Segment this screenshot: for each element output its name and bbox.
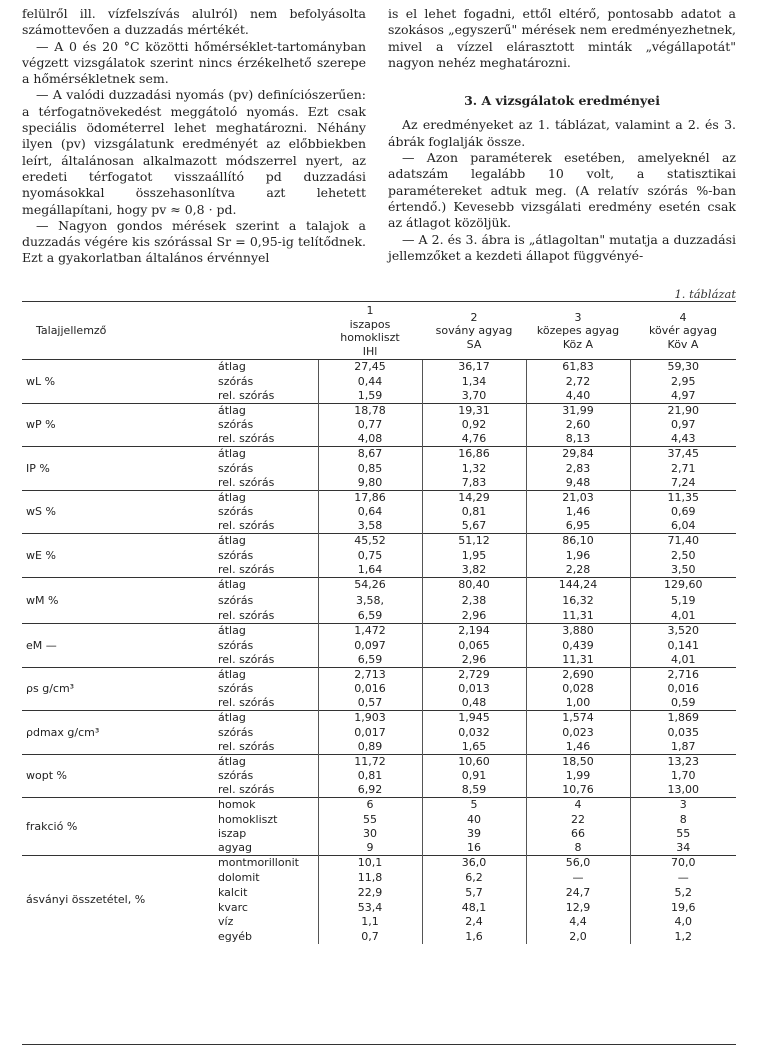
value-cell: 4,08	[318, 432, 422, 447]
left-text-column	[22, 6, 366, 267]
value-cell: 6	[318, 798, 422, 813]
value-cell: 4,0	[630, 915, 736, 930]
col-header-1: 1 iszapos homokliszt IHl	[318, 303, 422, 360]
table-caption: 1. táblázat	[674, 287, 736, 301]
value-cell: 1,99	[526, 769, 630, 784]
value-cell: 3,520	[630, 624, 736, 639]
stat-label: átlag	[218, 534, 318, 549]
value-cell: 4,40	[526, 389, 630, 404]
value-cell: 2,60	[526, 418, 630, 433]
value-cell: 1,472	[318, 624, 422, 639]
right-text-column	[388, 6, 736, 264]
group-label: IP %	[22, 447, 218, 491]
value-cell: 0,69	[630, 505, 736, 520]
value-cell: 1,574	[526, 711, 630, 726]
value-cell: 13,00	[630, 783, 736, 798]
value-cell: 9,48	[526, 476, 630, 491]
section-heading: 3. A vizsgálatok eredményei	[464, 93, 660, 109]
value-cell: 5	[422, 798, 526, 813]
col-header-2: 2 sovány agyag SA	[422, 303, 526, 360]
value-cell: 0,023	[526, 725, 630, 740]
value-cell: 2,716	[630, 667, 736, 682]
value-cell: 14,29	[422, 490, 526, 505]
stat-label: iszap	[218, 827, 247, 840]
value-cell: 1,46	[526, 505, 630, 520]
group-label: eM —	[22, 624, 218, 668]
value-cell: 4,01	[630, 653, 736, 668]
value-cell: 2,729	[422, 667, 526, 682]
table-row	[22, 403, 736, 418]
value-cell: 0,75	[318, 548, 422, 563]
value-cell: 4,43	[630, 432, 736, 447]
group-label: wS %	[22, 490, 218, 534]
value-cell: 2,713	[318, 667, 422, 682]
group-label: ρs g/cm³	[22, 667, 218, 711]
group-label: frakció %	[22, 798, 218, 856]
value-cell: 2,28	[526, 563, 630, 578]
stat-label: rel. szórás	[218, 696, 275, 710]
table-header-row	[22, 303, 736, 360]
value-cell: 1,87	[630, 740, 736, 755]
value-cell: 11,35	[630, 490, 736, 505]
value-cell: 0,016	[318, 682, 422, 697]
value-cell: 70,0	[630, 856, 736, 871]
value-cell: 2,96	[422, 653, 526, 668]
value-cell: 2,50	[630, 548, 736, 563]
stat-label: rel. szórás	[218, 652, 275, 666]
value-cell: 0,48	[422, 696, 526, 711]
stat-label: szórás	[218, 769, 254, 782]
value-cell: 2,95	[630, 374, 736, 389]
value-cell: 5,19	[630, 593, 736, 609]
value-cell: 5,67	[422, 519, 526, 534]
value-cell: 3	[630, 798, 736, 813]
value-cell: 2,194	[422, 624, 526, 639]
value-cell: 8	[526, 841, 630, 856]
stat-label: átlag	[218, 711, 318, 726]
group-label: ρdmax g/cm³	[22, 711, 218, 755]
value-cell: 40	[422, 812, 526, 827]
value-cell: 1,869	[630, 711, 736, 726]
value-cell: 13,23	[630, 754, 736, 769]
table-row	[22, 490, 736, 505]
stat-label: szórás	[218, 593, 254, 607]
stat-label: agyag	[218, 841, 252, 855]
value-cell: 0,013	[422, 682, 526, 697]
stat-label: szórás	[218, 725, 254, 739]
value-cell: 1,6	[422, 929, 526, 944]
value-cell: 39	[422, 827, 526, 842]
value-cell: 0,77	[318, 418, 422, 433]
stat-label: rel. szórás	[218, 608, 275, 622]
value-cell: 2,0	[526, 929, 630, 944]
value-cell: 4,4	[526, 915, 630, 930]
stat-label: átlag	[218, 360, 318, 375]
value-cell: 2,4	[422, 915, 526, 930]
value-cell: 59,30	[630, 360, 736, 375]
value-cell: 5,7	[422, 885, 526, 900]
value-cell: 11,31	[526, 653, 630, 668]
value-cell: 3,50	[630, 563, 736, 578]
value-cell: 1,95	[422, 548, 526, 563]
stat-label: rel. szórás	[218, 475, 275, 489]
stat-label: átlag	[218, 754, 318, 769]
stat-label: kalcit	[218, 885, 248, 899]
right-para-4: — A 2. és 3. ábra is „átlagoltan" mutatja a duzzadási jellemzőket a kezdeti állapot függvényé-	[388, 231, 736, 263]
stat-label: szórás	[218, 418, 254, 431]
table-row	[22, 624, 736, 639]
value-cell: 22,9	[318, 885, 422, 900]
value-cell: 10,60	[422, 754, 526, 769]
value-cell: 1,59	[318, 389, 422, 404]
table-row	[22, 577, 736, 593]
value-cell: 11,31	[526, 608, 630, 624]
value-cell: 1,1	[318, 915, 422, 930]
value-cell: 0,439	[526, 638, 630, 653]
left-para-2: — A 0 és 20 °C közötti hőmérséklet-tartományban végzett vizsgálatok szerint nincs érzékelhető szerepe a hőmérsékletnek sem.	[22, 38, 366, 87]
value-cell: 3,70	[422, 389, 526, 404]
table-row	[22, 754, 736, 769]
value-cell: 0,85	[318, 461, 422, 476]
value-cell: 51,12	[422, 534, 526, 549]
stat-label: rel. szórás	[218, 783, 275, 797]
value-cell: 0,81	[318, 769, 422, 784]
value-cell: 144,24	[526, 577, 630, 593]
stat-label: homok	[218, 798, 318, 813]
value-cell: 0,016	[630, 682, 736, 697]
value-cell: 66	[526, 827, 630, 842]
value-cell: 31,99	[526, 403, 630, 418]
stat-label: szórás	[218, 638, 254, 652]
value-cell: 56,0	[526, 856, 630, 871]
table-row	[22, 534, 736, 549]
value-cell: —	[630, 870, 736, 885]
value-cell: 0,097	[318, 638, 422, 653]
value-cell: 6,04	[630, 519, 736, 534]
right-para-2: Az eredményeket az 1. táblázat, valamint a 2. és 3. ábrák foglalják össze.	[388, 117, 736, 149]
stat-label: dolomit	[218, 870, 260, 884]
value-cell: —	[526, 870, 630, 885]
value-cell: 19,31	[422, 403, 526, 418]
value-cell: 6,95	[526, 519, 630, 534]
stat-label: rel. szórás	[218, 388, 275, 402]
value-cell: 129,60	[630, 577, 736, 593]
value-cell: 1,70	[630, 769, 736, 784]
value-cell: 11,72	[318, 754, 422, 769]
value-cell: 8,59	[422, 783, 526, 798]
value-cell: 22	[526, 812, 630, 827]
value-cell: 1,903	[318, 711, 422, 726]
value-cell: 0,017	[318, 725, 422, 740]
group-label: ásványi összetétel, %	[22, 856, 218, 945]
value-cell: 18,78	[318, 403, 422, 418]
value-cell: 24,7	[526, 885, 630, 900]
group-label: wopt %	[22, 754, 218, 798]
value-cell: 9,80	[318, 476, 422, 491]
value-cell: 45,52	[318, 534, 422, 549]
value-cell: 5,2	[630, 885, 736, 900]
value-cell: 3,82	[422, 563, 526, 578]
value-cell: 0,89	[318, 740, 422, 755]
value-cell: 1,945	[422, 711, 526, 726]
value-cell: 36,0	[422, 856, 526, 871]
left-para-3: — A valódi duzzadási nyomás (pv) definíciószerűen: a térfogatnövekedést meggátoló nyomás. Ezt csak speciális ödométerrel lehet meghatározni. Néhány ilyen (pv) vizsgálatunk eredményét az előbbiekben leírt, általánosan alkalmazott módszerrel nyert, az eredeti térfogatot visszaállító pd duzzadási nyomásokkal összehasonlítva azt lehetett megállapítani, hogy pv ≈ 0,8 · pd.	[22, 87, 366, 217]
value-cell: 2,83	[526, 461, 630, 476]
stat-label: átlag	[218, 624, 318, 639]
table-body	[22, 360, 736, 945]
stat-label: szórás	[218, 461, 254, 475]
value-cell: 2,96	[422, 608, 526, 624]
value-cell: 30	[318, 827, 422, 842]
value-cell: 1,64	[318, 563, 422, 578]
value-cell: 2,71	[630, 461, 736, 476]
value-cell: 16	[422, 841, 526, 856]
value-cell: 12,9	[526, 900, 630, 915]
value-cell: 71,40	[630, 534, 736, 549]
stat-label: átlag	[218, 447, 318, 462]
value-cell: 36,17	[422, 360, 526, 375]
table-row	[22, 667, 736, 682]
value-cell: 1,2	[630, 929, 736, 944]
left-para-4: — Nagyon gondos mérések szerint a talajok a duzzadás végére kis szórással Sr = 0,95-ig telítődnek. Ezt a gyakorlatban általános érvénnyel	[22, 217, 366, 266]
value-cell: 2,38	[422, 593, 526, 609]
value-cell: 18,50	[526, 754, 630, 769]
stat-label: átlag	[218, 403, 318, 418]
value-cell: 6,2	[422, 870, 526, 885]
stat-label: rel. szórás	[218, 519, 275, 533]
value-cell: 55	[630, 827, 736, 842]
value-cell: 10,1	[318, 856, 422, 871]
stat-label: víz	[218, 915, 234, 929]
value-cell: 7,83	[422, 476, 526, 491]
value-cell: 0,64	[318, 505, 422, 520]
value-cell: 4	[526, 798, 630, 813]
value-cell: 3,880	[526, 624, 630, 639]
value-cell: 29,84	[526, 447, 630, 462]
value-cell: 4,97	[630, 389, 736, 404]
value-cell: 6,59	[318, 653, 422, 668]
value-cell: 10,76	[526, 783, 630, 798]
value-cell: 3,58,	[318, 593, 422, 609]
stat-label: montmorillonit	[218, 856, 318, 871]
value-cell: 3,58	[318, 519, 422, 534]
stat-label: rel. szórás	[218, 432, 275, 446]
group-label: wM %	[22, 577, 218, 624]
value-cell: 2,72	[526, 374, 630, 389]
value-cell: 1,46	[526, 740, 630, 755]
table-row	[22, 856, 736, 871]
stat-label: homokliszt	[218, 812, 278, 826]
value-cell: 1,96	[526, 548, 630, 563]
value-cell: 21,03	[526, 490, 630, 505]
value-cell: 9	[318, 841, 422, 856]
value-cell: 37,45	[630, 447, 736, 462]
col-header-3: 3 közepes agyag Köz A	[526, 303, 630, 360]
value-cell: 6,59	[318, 608, 422, 624]
right-para-1: is el lehet fogadni, ettől eltérő, pontosabb adatot a szokásos „egyszerű" mérések nem eredményezhetnek, mivel a vízzel elárasztott minták „végállapotát" nagyon nehéz meghatározni.	[388, 6, 736, 70]
value-cell: 0,57	[318, 696, 422, 711]
stat-label: rel. szórás	[218, 562, 275, 576]
value-cell: 7,24	[630, 476, 736, 491]
value-cell: 8,67	[318, 447, 422, 462]
group-label: wE %	[22, 534, 218, 578]
value-cell: 4,01	[630, 608, 736, 624]
value-cell: 6,92	[318, 783, 422, 798]
stat-label: átlag	[218, 667, 318, 682]
value-cell: 0,44	[318, 374, 422, 389]
value-cell: 16,86	[422, 447, 526, 462]
value-cell: 54,26	[318, 577, 422, 593]
right-para-3: — Azon paraméterek esetében, amelyeknél az adatszám legalább 10 volt, a statisztikai paramétereket adtuk meg. (A relatív szórás %-ban értendő.) Kevesebb vizsgálati eredmény esetén csak az átlagot közöljük.	[388, 150, 736, 231]
value-cell: 0,028	[526, 682, 630, 697]
value-cell: 0,032	[422, 725, 526, 740]
value-cell: 1,34	[422, 374, 526, 389]
header-label: Talajjellemző	[22, 303, 218, 360]
stat-label: kvarc	[218, 900, 248, 914]
value-cell: 16,32	[526, 593, 630, 609]
value-cell: 61,83	[526, 360, 630, 375]
value-cell: 80,40	[422, 577, 526, 593]
value-cell: 1,32	[422, 461, 526, 476]
table-row	[22, 798, 736, 813]
value-cell: 19,6	[630, 900, 736, 915]
table-row	[22, 447, 736, 462]
value-cell: 0,141	[630, 638, 736, 653]
value-cell: 0,81	[422, 505, 526, 520]
value-cell: 0,59	[630, 696, 736, 711]
value-cell: 0,97	[630, 418, 736, 433]
stat-label: szórás	[218, 505, 254, 518]
table-row	[22, 360, 736, 375]
col-header-4: 4 kövér agyag Köv A	[630, 303, 736, 360]
value-cell: 2,690	[526, 667, 630, 682]
stat-label: egyéb	[218, 930, 253, 944]
value-cell: 1,65	[422, 740, 526, 755]
stat-label: szórás	[218, 682, 254, 695]
stat-label: szórás	[218, 548, 254, 562]
value-cell: 4,76	[422, 432, 526, 447]
value-cell: 1,00	[526, 696, 630, 711]
value-cell: 55	[318, 812, 422, 827]
group-label: wP %	[22, 403, 218, 447]
value-cell: 0,035	[630, 725, 736, 740]
value-cell: 17,86	[318, 490, 422, 505]
stat-label: átlag	[218, 490, 318, 505]
stat-label: átlag	[218, 577, 318, 593]
left-para-1: felülről ill. vízfelszívás alulról) nem befolyásolta számottevően a duzzadás mértékét.	[22, 6, 366, 38]
value-cell: 86,10	[526, 534, 630, 549]
value-cell: 53,4	[318, 900, 422, 915]
table-top-rule	[22, 301, 736, 302]
value-cell: 0,92	[422, 418, 526, 433]
value-cell: 0,91	[422, 769, 526, 784]
value-cell: 8	[630, 812, 736, 827]
stat-label: rel. szórás	[218, 739, 275, 753]
table-bottom-rule	[22, 1044, 736, 1045]
value-cell: 48,1	[422, 900, 526, 915]
stat-label: szórás	[218, 374, 254, 388]
value-cell: 8,13	[526, 432, 630, 447]
value-cell: 0,7	[318, 929, 422, 944]
value-cell: 27,45	[318, 360, 422, 375]
value-cell: 11,8	[318, 870, 422, 885]
table-row	[22, 711, 736, 726]
group-label: wL %	[22, 360, 218, 404]
value-cell: 34	[630, 841, 736, 856]
data-table	[22, 303, 736, 944]
value-cell: 21,90	[630, 403, 736, 418]
value-cell: 0,065	[422, 638, 526, 653]
